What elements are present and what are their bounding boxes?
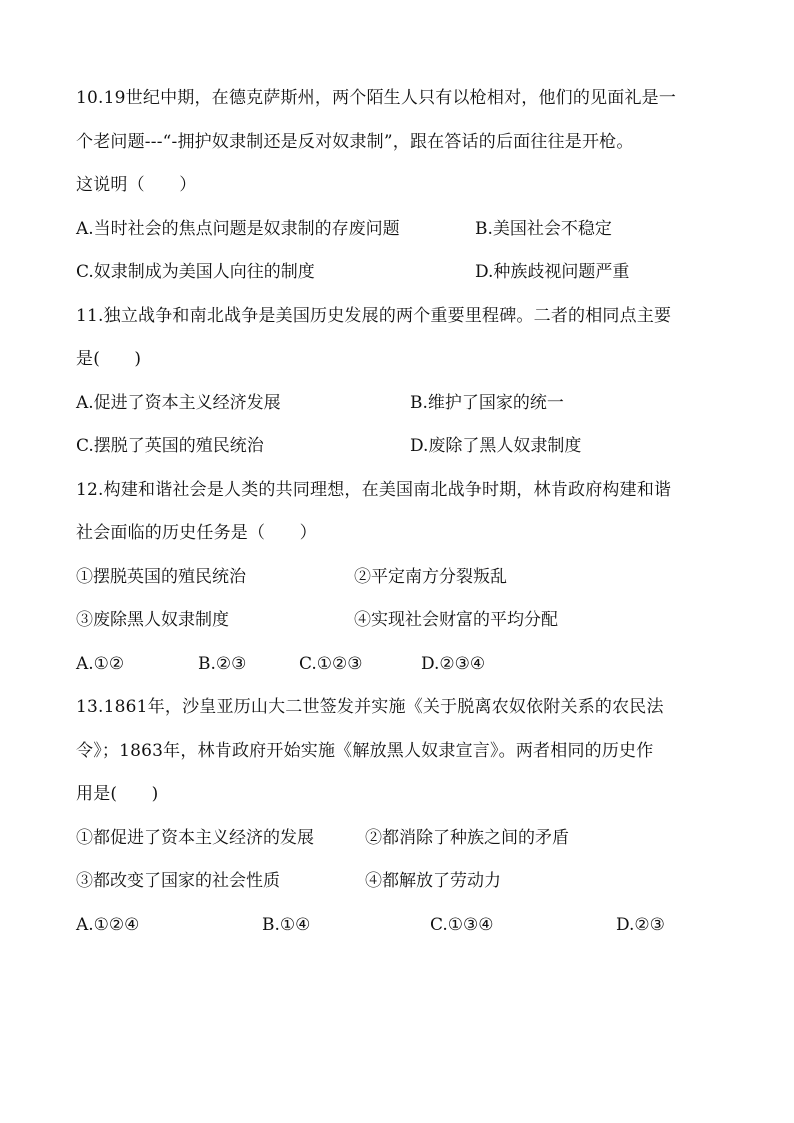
q11-stem-line-2: 是( ) [76, 349, 142, 369]
q11-option-b: B.维护了国家的统一 [410, 393, 564, 413]
q13-option-b: B.①④ [262, 915, 311, 935]
q12-item-1: ①摆脱英国的殖民统治 [76, 567, 246, 587]
q13-option-c: C.①③④ [430, 915, 494, 935]
q12-item-4: ④实现社会财富的平均分配 [354, 610, 558, 630]
q12-stem-line-1: 12.构建和谐社会是人类的共同理想，在美国南北战争时期，林肯政府构建和谐 [76, 480, 672, 500]
q13-item-2: ②都消除了种族之间的矛盾 [365, 828, 569, 848]
q12-option-a: A.①② [76, 654, 125, 674]
q10-option-a: A.当时社会的焦点问题是奴隶制的存废问题 [76, 219, 400, 239]
q13-stem-line-3: 用是( ) [76, 784, 159, 804]
q13-item-1: ①都促进了资本主义经济的发展 [76, 828, 314, 848]
q13-stem-line-2: 令》；1863年，林肯政府开始实施《解放黑人奴隶宣言》。两者相同的历史作 [76, 741, 654, 761]
q13-stem-line-1: 13.1861年，沙皇亚历山大二世签发并实施《关于脱离农奴依附关系的农民法 [76, 697, 664, 717]
q12-option-b: B.②③ [198, 654, 247, 674]
q12-stem-line-2: 社会面临的历史任务是（ ） [76, 523, 317, 543]
q13-item-4: ④都解放了劳动力 [365, 871, 501, 891]
q11-option-d: D.废除了黑人奴隶制度 [410, 436, 582, 456]
q10-option-d: D.种族歧视问题严重 [475, 262, 630, 282]
q12-option-c: C.①②③ [299, 654, 363, 674]
q10-stem-line-1: 10.19世纪中期，在德克萨斯州，两个陌生人只有以枪相对，他们的见面礼是一 [76, 88, 677, 108]
q10-stem-line-2: 个老问题---“-拥护奴隶制还是反对奴隶制”，跟在答话的后面往往是开枪。 [76, 132, 634, 152]
q11-option-a: A.促进了资本主义经济发展 [76, 393, 281, 413]
q13-item-3: ③都改变了国家的社会性质 [76, 871, 280, 891]
q12-item-3: ③废除黑人奴隶制度 [76, 610, 229, 630]
q10-option-b: B.美国社会不稳定 [475, 219, 612, 239]
q10-stem-line-3: 这说明（ ） [76, 175, 197, 195]
q11-option-c: C.摆脱了英国的殖民统治 [76, 436, 264, 456]
q11-stem-line-1: 11.独立战争和南北战争是美国历史发展的两个重要里程碑。二者的相同点主要 [76, 306, 672, 326]
q13-option-d: D.②③ [616, 915, 665, 935]
q12-option-d: D.②③④ [421, 654, 486, 674]
q12-item-2: ②平定南方分裂叛乱 [354, 567, 507, 587]
q10-option-c: C.奴隶制成为美国人向往的制度 [76, 262, 315, 282]
q13-option-a: A.①②④ [76, 915, 140, 935]
